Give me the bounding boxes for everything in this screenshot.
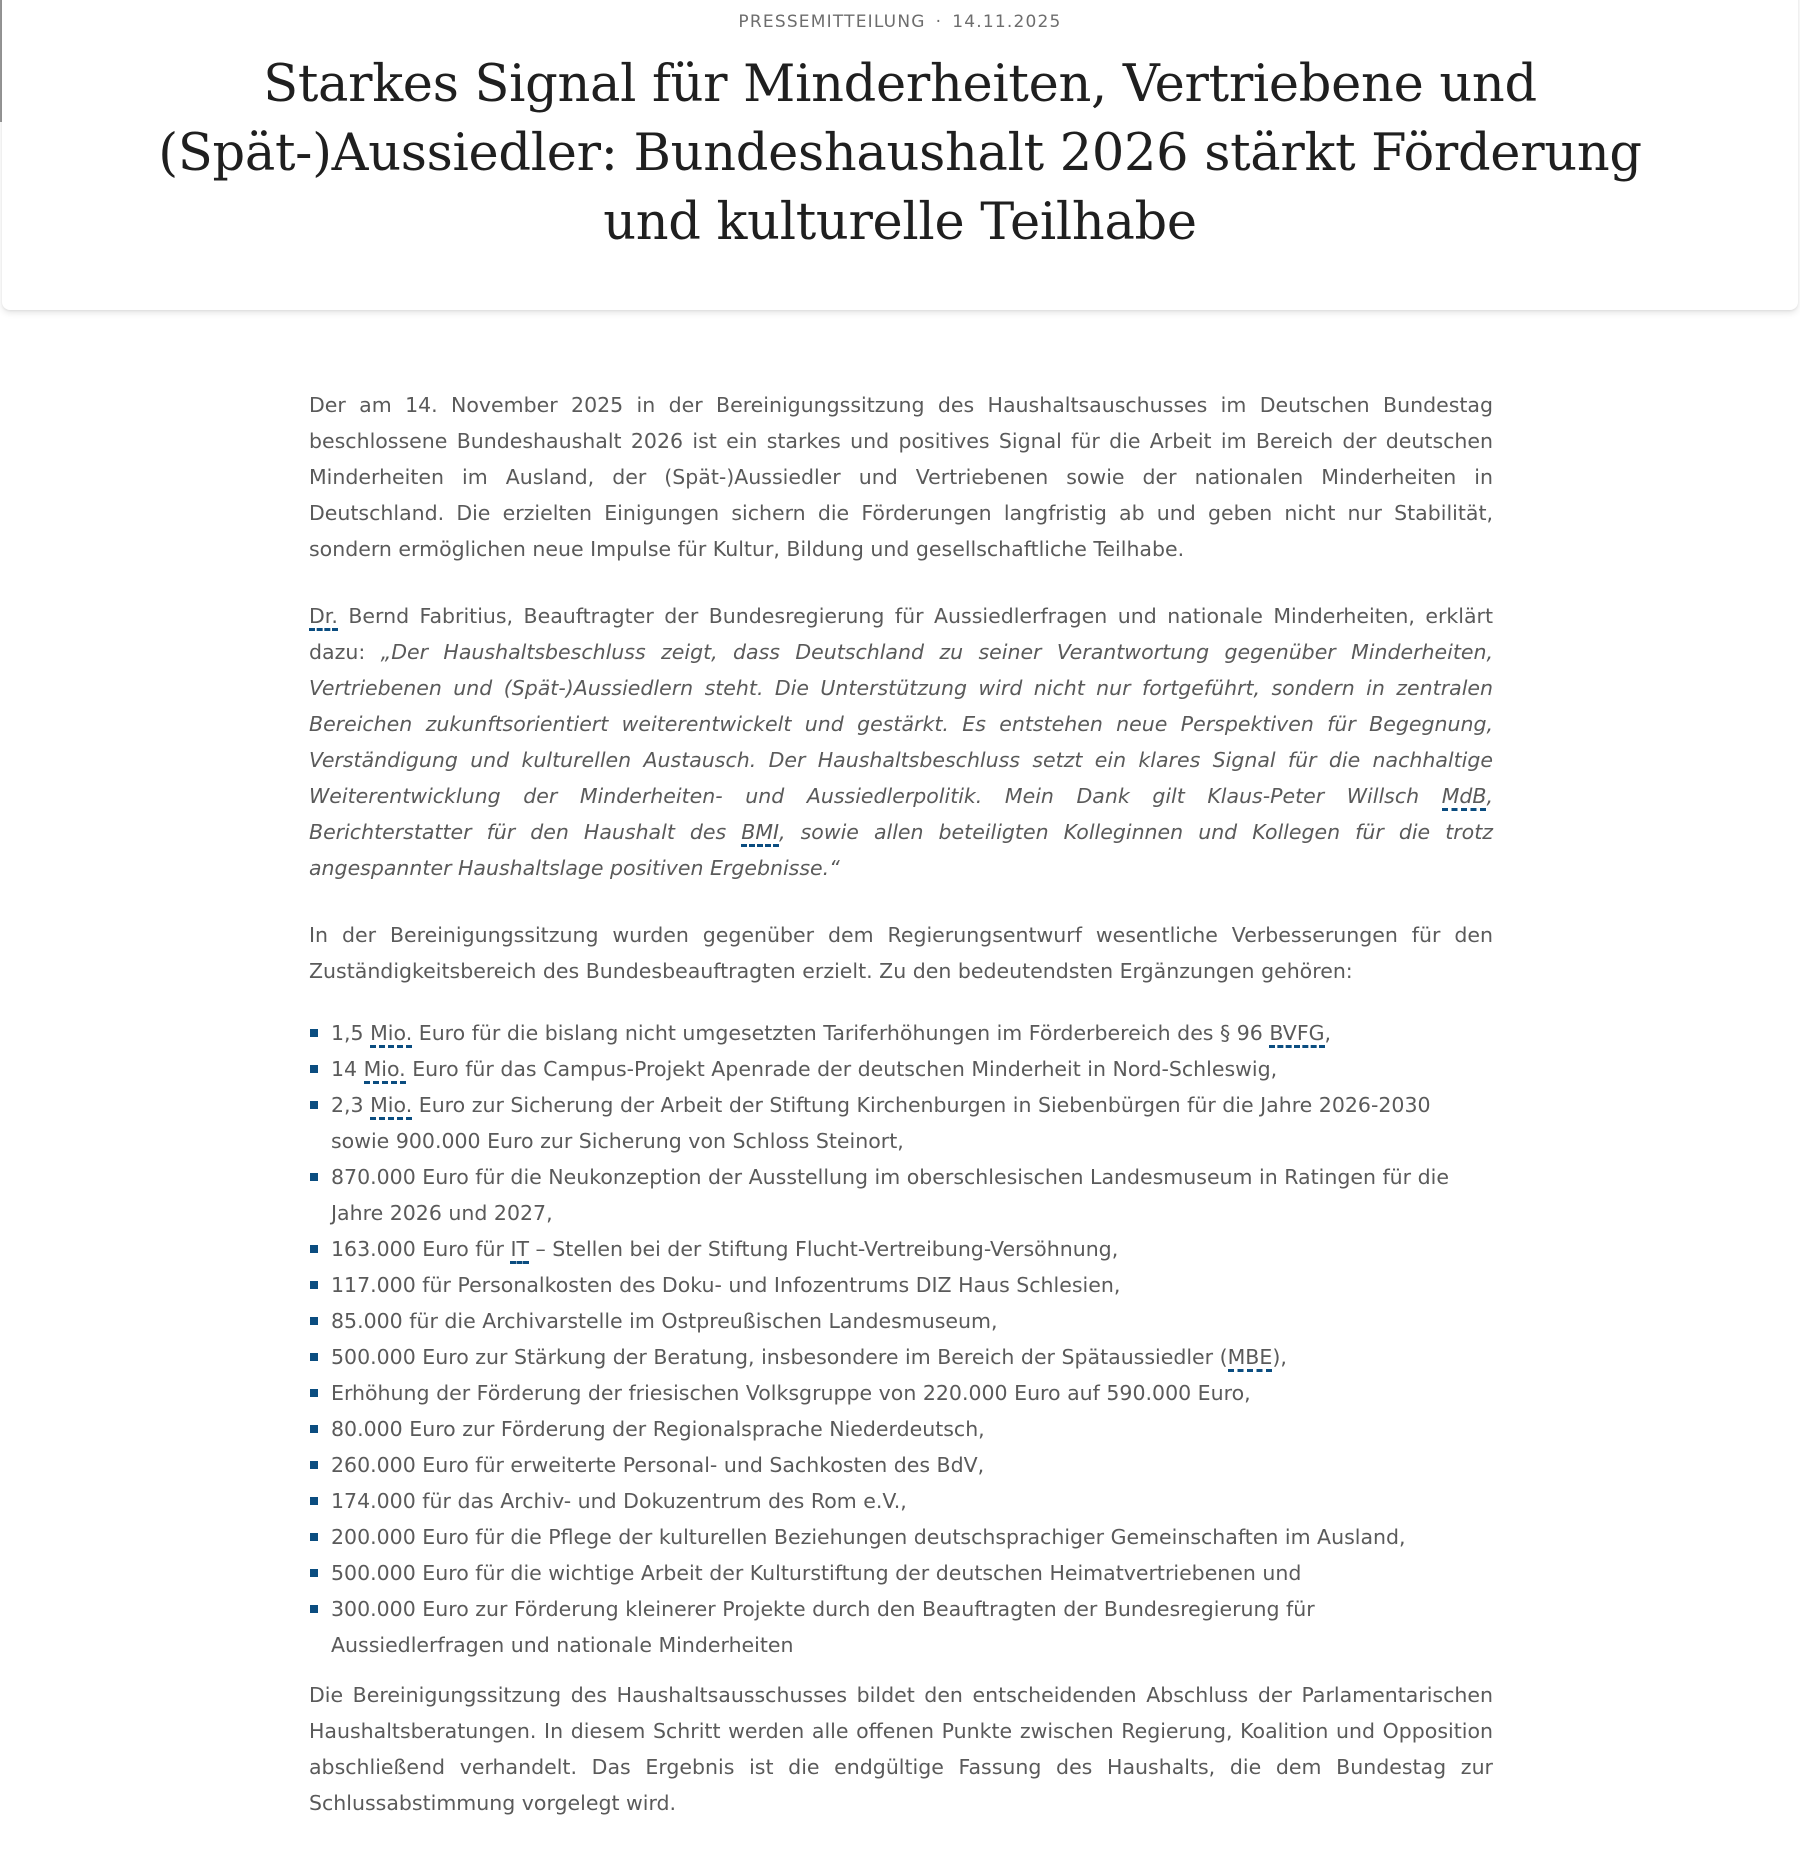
quote-text-3: , sowie allen beteiligten Kolleginnen und Kollegen für die trotz angespannter Haushaltslage positiven Ergebnisse.“ [309,820,1493,880]
article-type: PRESSEMITTEILUNG [738,12,926,32]
abbr-mdb[interactable]: MdB [1442,784,1487,811]
list-item: 117.000 für Personalkosten des Doku- und Infozentrums DIZ Haus Schlesien, [309,1267,1493,1303]
article-header [2,0,1798,310]
item-text: 500.000 Euro zur Stärkung der Beratung, insbesondere im Bereich der Spätaussiedler ( [331,1345,1228,1369]
list-item: 260.000 Euro für erweiterte Personal- und Sachkosten des BdV, [309,1447,1493,1483]
list-item [309,1051,1493,1087]
abbr-mbe[interactable]: MBE [1228,1345,1273,1372]
list-item: 85.000 für die Archivarstelle im Ostpreußischen Landesmuseum, [309,1303,1493,1339]
list-intro-paragraph: In der Bereinigungssitzung wurden gegenüber dem Regierungsentwurf wesentliche Verbesserungen für den Zuständigkeitsbereich des Bundesbeauftragten erzielt. Zu den bedeutendsten Ergänzungen gehören: [309,923,1493,983]
abbr-bvfg[interactable]: BVFG [1269,1021,1324,1048]
abbr-mio[interactable]: Mio. [364,1057,406,1084]
list-item [309,1087,1493,1159]
list-item: Erhöhung der Förderung der friesischen Volksgruppe von 220.000 Euro auf 590.000 Euro, [309,1375,1493,1411]
list-item: 200.000 Euro für die Pflege der kulturellen Beziehungen deutschsprachiger Gemeinschaften im Ausland, [309,1519,1493,1555]
funding-list [309,1015,1493,1663]
intro-paragraph: Der am 14. November 2025 in der Bereinigungssitzung des Haushaltsauschusses im Deutschen Bundestag beschlossene Bundeshaushalt 2026 ist ein starkes und positives Signal für die Arbeit im Bereich der deutschen Minderheiten im Ausland, der (Spät-)Aussiedler und Vertriebenen sowie der nationalen Minderheiten in Deutschland. Die erzielten Einigungen sichern die Förderungen langfristig ab und geben nicht nur Stabilität, sondern ermöglichen neue Impulse für Kultur, Bildung und gesellschaftliche Teilhabe. [309,393,1493,561]
item-text: Euro zur Sicherung der Arbeit der Stiftung Kirchenburgen in Siebenbürgen für die Jahre 2026-2030 sowie 900.000 Euro zur Sicherung von Schloss Steinort, [331,1093,1431,1153]
closing-paragraph: Die Bereinigungssitzung des Haushaltsausschusses bildet den entscheidenden Abschluss der Parlamentarischen Haushaltsberatungen. In diesem Schritt werden alle offenen Punkte zwischen Regierung, Koalition und Opposition abschließend verhandelt. Das Ergebnis ist die endgültige Fassung des Haushalts, die dem Bundestag zur Schlussabstimmung vorgelegt wird. [309,1683,1493,1815]
item-text: ), [1272,1345,1287,1369]
kicker-separator: · [935,12,943,32]
abbr-dr[interactable]: Dr. [309,604,338,631]
article-body [309,387,1493,1852]
abbr-mio[interactable]: Mio. [370,1021,412,1048]
kicker [2,12,1798,32]
abbr-it[interactable]: IT [510,1237,529,1264]
statement-paragraph [309,598,1493,886]
list-item [309,1231,1493,1267]
list-item: 174.000 für das Archiv- und Dokuzentrum des Rom e.V., [309,1483,1493,1519]
item-text: 1,5 [331,1021,371,1045]
list-item: 870.000 Euro für die Neukonzeption der Ausstellung im oberschlesischen Landesmuseum in Ratingen für die Jahre 2026 und 2027, [309,1159,1493,1231]
list-item [309,1339,1493,1375]
page-title: Starkes Signal für Minderheiten, Vertriebene und (Spät-)Aussiedler: Bundeshaushalt 2026 stärkt Förderung und kulturelle Teilhabe [158,55,1642,252]
list-item [309,1015,1493,1051]
quote-text-1: „Der Haushaltsbeschluss zeigt, dass Deutschland zu seiner Verantwortung gegenüber Minderheiten, Vertriebenen und (Spät-)Aussiedlern steht. Die Unterstützung wird nicht nur fortgeführt, sondern in zentralen Bereichen zukunftsorientiert weiterentwickelt und gestärkt. Es entstehen neue Perspektiven für Begegnung, Verständigung und kulturellen Austausch. Der Haushaltsbeschluss setzt ein klares Signal für die nachhaltige Weiterentwicklung der Minderheiten- und Aussiedlerpolitik. Mein Dank gilt Klaus-Peter Willsch [309,640,1493,808]
abbr-bmi[interactable]: BMI [741,820,779,847]
list-item: 500.000 Euro für die wichtige Arbeit der Kulturstiftung der deutschen Heimatvertriebenen und [309,1555,1493,1591]
abbr-mio[interactable]: Mio. [370,1093,412,1120]
list-item: 80.000 Euro zur Förderung der Regionalsprache Niederdeutsch, [309,1411,1493,1447]
quote [309,640,1493,880]
item-text: 163.000 Euro für [331,1237,511,1261]
item-text: , [1324,1021,1332,1045]
item-text: 14 [331,1057,364,1081]
item-text: 2,3 [331,1093,371,1117]
quote-text-2: , Berichterstatter für den Haushalt des [309,784,1493,844]
publish-date: 14.11.2025 [952,12,1062,32]
list-item: 300.000 Euro zur Förderung kleinerer Projekte durch den Beauftragten der Bundesregierung für Aussiedlerfragen und nationale Minderheiten [309,1591,1493,1663]
item-text: Euro für das Campus-Projekt Apenrade der deutschen Minderheit in Nord-Schleswig, [405,1057,1278,1081]
item-text: – Stellen bei der Stiftung Flucht-Vertreibung-Versöhnung, [529,1237,1119,1261]
speaker-text: Bernd Fabritius, Beauftragter der Bundesregierung für Aussiedlerfragen und nationale Minderheiten, erklärt dazu: [309,604,1493,664]
item-text: Euro für die bislang nicht umgesetzten Tariferhöhungen im Förderbereich des § 96 [412,1021,1270,1045]
